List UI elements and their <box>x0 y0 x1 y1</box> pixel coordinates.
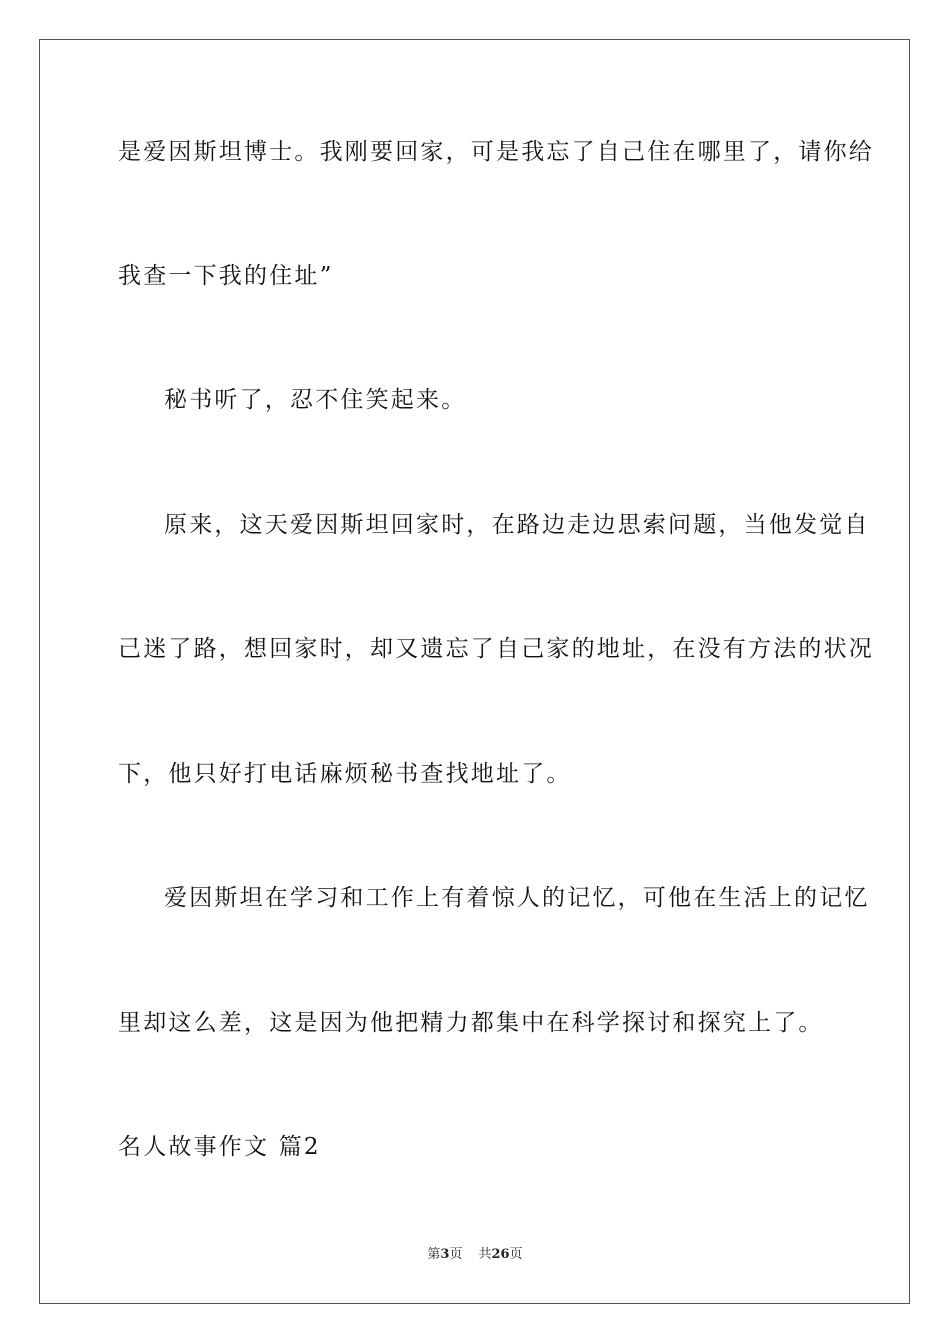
section-heading: 名人故事作文 篇2 <box>118 1134 321 1160</box>
paragraph-first-line: 原来，这天爱因斯坦回家时，在路边走边思索问题，当他发觉自 <box>164 512 870 538</box>
paragraph-first-line: 秘书听了，忍不住笑起来。 <box>164 387 467 413</box>
page-footer <box>0 1246 950 1264</box>
body-text-line: 是爱因斯坦博士。我刚要回家，可是我忘了自己住在哪里了，请你给 <box>118 139 874 165</box>
total-pages: 26 <box>491 1247 510 1262</box>
page-suffix: 页 <box>449 1247 463 1262</box>
paragraph-first-line: 爱因斯坦在学习和工作上有着惊人的记忆，可他在生活上的记忆 <box>164 885 870 911</box>
body-text-line: 己迷了路，想回家时，却又遗忘了自己家的地址，在没有方法的状况 <box>118 636 874 662</box>
page-border <box>39 39 910 1304</box>
body-text-line: 里却这么差，这是因为他把精力都集中在科学探讨和探究上了。 <box>118 1010 824 1036</box>
page-number: 3 <box>440 1247 450 1262</box>
total-prefix: 共 <box>478 1247 492 1262</box>
page-prefix: 第 <box>427 1247 441 1262</box>
body-text-line: 我查一下我的住址” <box>118 263 334 289</box>
body-text-line: 下，他只好打电话麻烦秘书查找地址了。 <box>118 761 572 787</box>
total-suffix: 页 <box>509 1247 523 1262</box>
